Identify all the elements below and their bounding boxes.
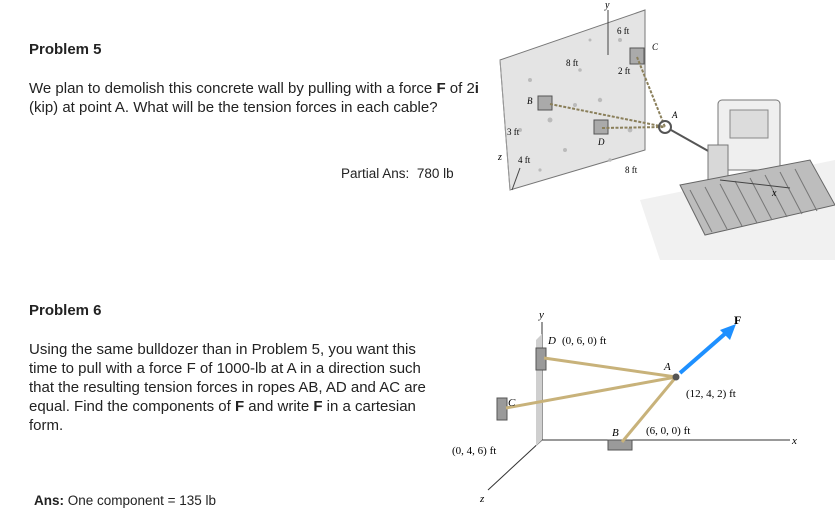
label-B: B [527, 96, 533, 106]
label-B: B [612, 427, 619, 439]
problem5-partial-answer [341, 166, 454, 181]
problem5-title: Problem 5 [29, 41, 102, 58]
bracket-B [608, 440, 632, 450]
problem5-text-F: F [436, 80, 446, 97]
label-A: A [664, 361, 671, 373]
coord-A: (12, 4, 2) ft [686, 388, 736, 400]
dim-2ft: 2 ft [618, 66, 631, 76]
bracket-D [594, 120, 608, 134]
problem6-text-part2: and write [244, 398, 314, 415]
bracket-C [497, 398, 507, 420]
axis-x-label: x [772, 188, 777, 199]
problem5-text-part3: (kip) at point A. What will be the tension forces in each cable? [29, 99, 438, 116]
problem6-text-F1: F [234, 398, 245, 415]
problem5-figure [490, 0, 835, 260]
label-F: F [734, 313, 742, 327]
coord-D: (0, 6, 0) ft [562, 335, 607, 347]
dim-6ft: 6 ft [617, 26, 630, 36]
bracket-C [630, 48, 644, 64]
dim-8ft-top: 8 ft [566, 58, 579, 68]
bracket-B [538, 96, 552, 110]
partial-answer-value: 780 lb [416, 166, 454, 181]
label-C: C [652, 42, 659, 52]
label-C: C [508, 397, 516, 409]
dim-8ft-right: 8 ft [625, 165, 638, 175]
point-A [673, 374, 680, 381]
label-D: D [598, 137, 605, 147]
chain-to-bulldozer [671, 130, 710, 152]
coord-B: (6, 0, 0) ft [646, 425, 691, 437]
problem5-text-i: i [474, 80, 479, 97]
problem6-figure [440, 300, 835, 524]
problem5-text-part1: We plan to demolish this concrete wall by pulling with a force [29, 80, 437, 97]
problem5-text-part2: of 2 [445, 80, 475, 97]
axis-z-label: z [498, 152, 502, 163]
problem6-text-F2: F [313, 398, 323, 415]
axis-y-label: y [605, 0, 610, 11]
answer-label: Ans: [34, 493, 64, 508]
problem6-title: Problem 6 [29, 302, 102, 319]
partial-answer-label: Partial Ans: [341, 166, 410, 181]
force-arrow [680, 332, 727, 373]
problem5-statement [29, 79, 479, 117]
problem6-statement [29, 340, 439, 435]
dim-3ft: 3 ft [507, 127, 520, 137]
dim-4ft: 4 ft [518, 155, 531, 165]
label-A: A [672, 110, 678, 120]
answer-value: One component = 135 lb [67, 493, 216, 508]
axis-y-label: y [539, 309, 544, 321]
problem6-text-part3: in a cartesian form. [29, 398, 416, 434]
axis-x-label: x [792, 435, 797, 447]
problem6-text-part1: Using the same bulldozer than in Problem 5, you want this time to pull with a force F of 1000-lb at A in a direction such that the resulting tension forces in ropes AB, AD and AC are equal. Find the components of [29, 341, 426, 415]
coord-C: (0, 4, 6) ft [452, 445, 497, 457]
problem6-answer [34, 493, 216, 508]
axis-z-label: z [480, 493, 485, 505]
label-D: D [548, 335, 556, 347]
